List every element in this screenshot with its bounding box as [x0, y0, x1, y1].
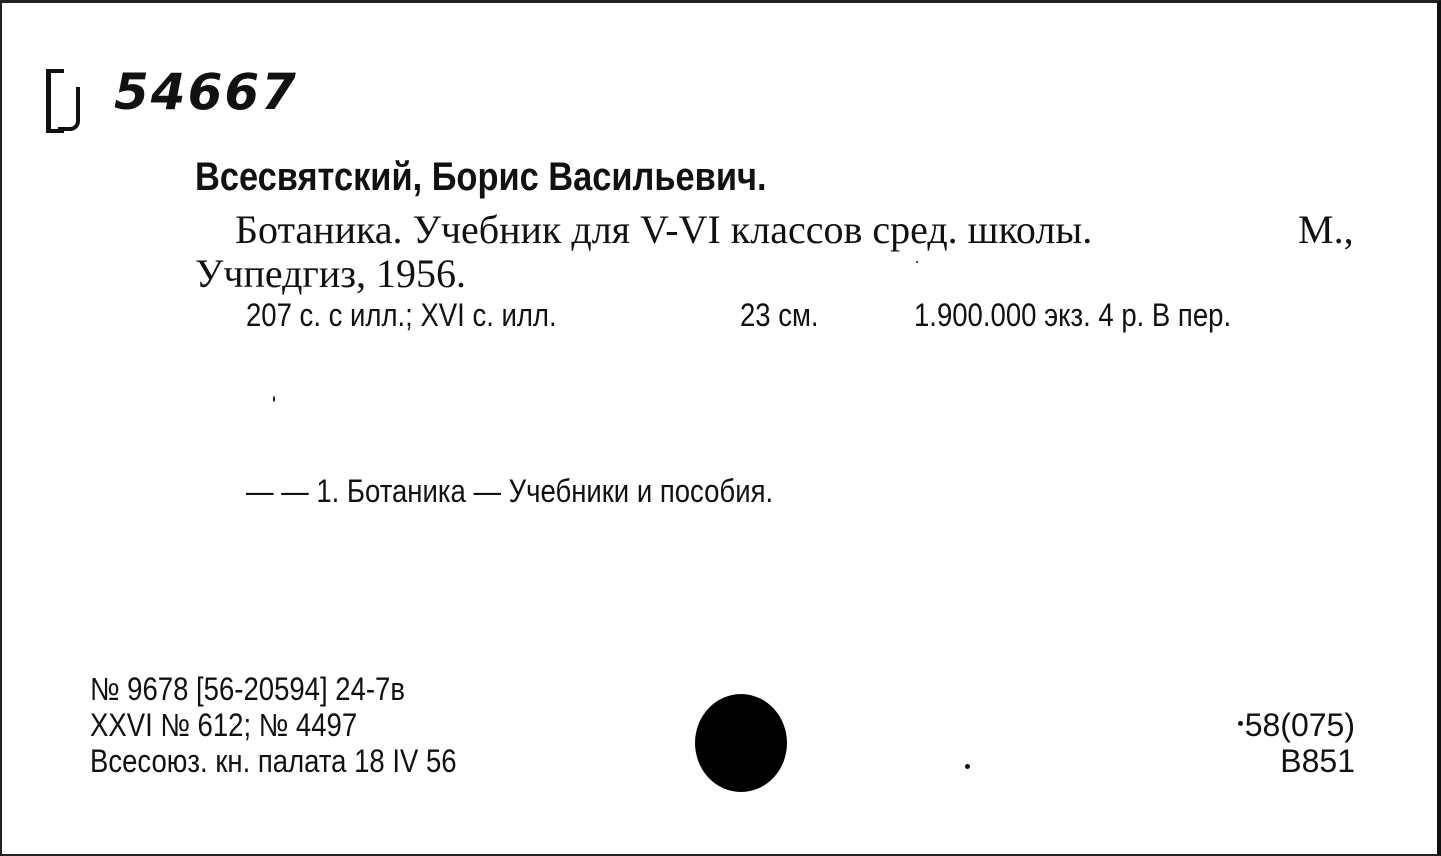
- edition-info: 1.900.000 экз. 4 р. В пер.: [914, 297, 1232, 333]
- footer-line-1: № 9678 [56-20594] 24-7в: [90, 671, 405, 707]
- stamp-hook-mark: [58, 87, 80, 131]
- ink-speck: [1238, 721, 1243, 726]
- book-size: 23 см.: [740, 297, 819, 333]
- author-mark: В851: [1280, 743, 1355, 779]
- footer-line-2: XXVI № 612; № 4497: [90, 707, 358, 743]
- author-heading: Всесвятский, Борис Васильевич.: [195, 155, 767, 199]
- ink-speck: [916, 261, 918, 263]
- card-footer: [90, 671, 457, 779]
- subject-heading: — — 1. Ботаника — Учебники и пособия.: [246, 473, 774, 509]
- title-line-1: Ботаника. Учебник для V-VI классов сред. школы.: [235, 207, 1093, 252]
- pagination: 207 с. с илл.; XVI с. илл.: [246, 297, 557, 333]
- classification: [1245, 707, 1355, 779]
- accession-number: 54667: [114, 63, 298, 121]
- title-line-2: Учпедгиз, 1956.: [195, 251, 467, 296]
- punch-hole: [695, 694, 787, 792]
- footer-line-3: Всесоюз. кн. палата 18 IV 56: [90, 743, 457, 779]
- ink-speck: [965, 764, 970, 769]
- publication-place: М.,: [1298, 207, 1354, 252]
- udc-code: 58(075): [1244, 707, 1355, 743]
- ink-speck: [273, 396, 275, 402]
